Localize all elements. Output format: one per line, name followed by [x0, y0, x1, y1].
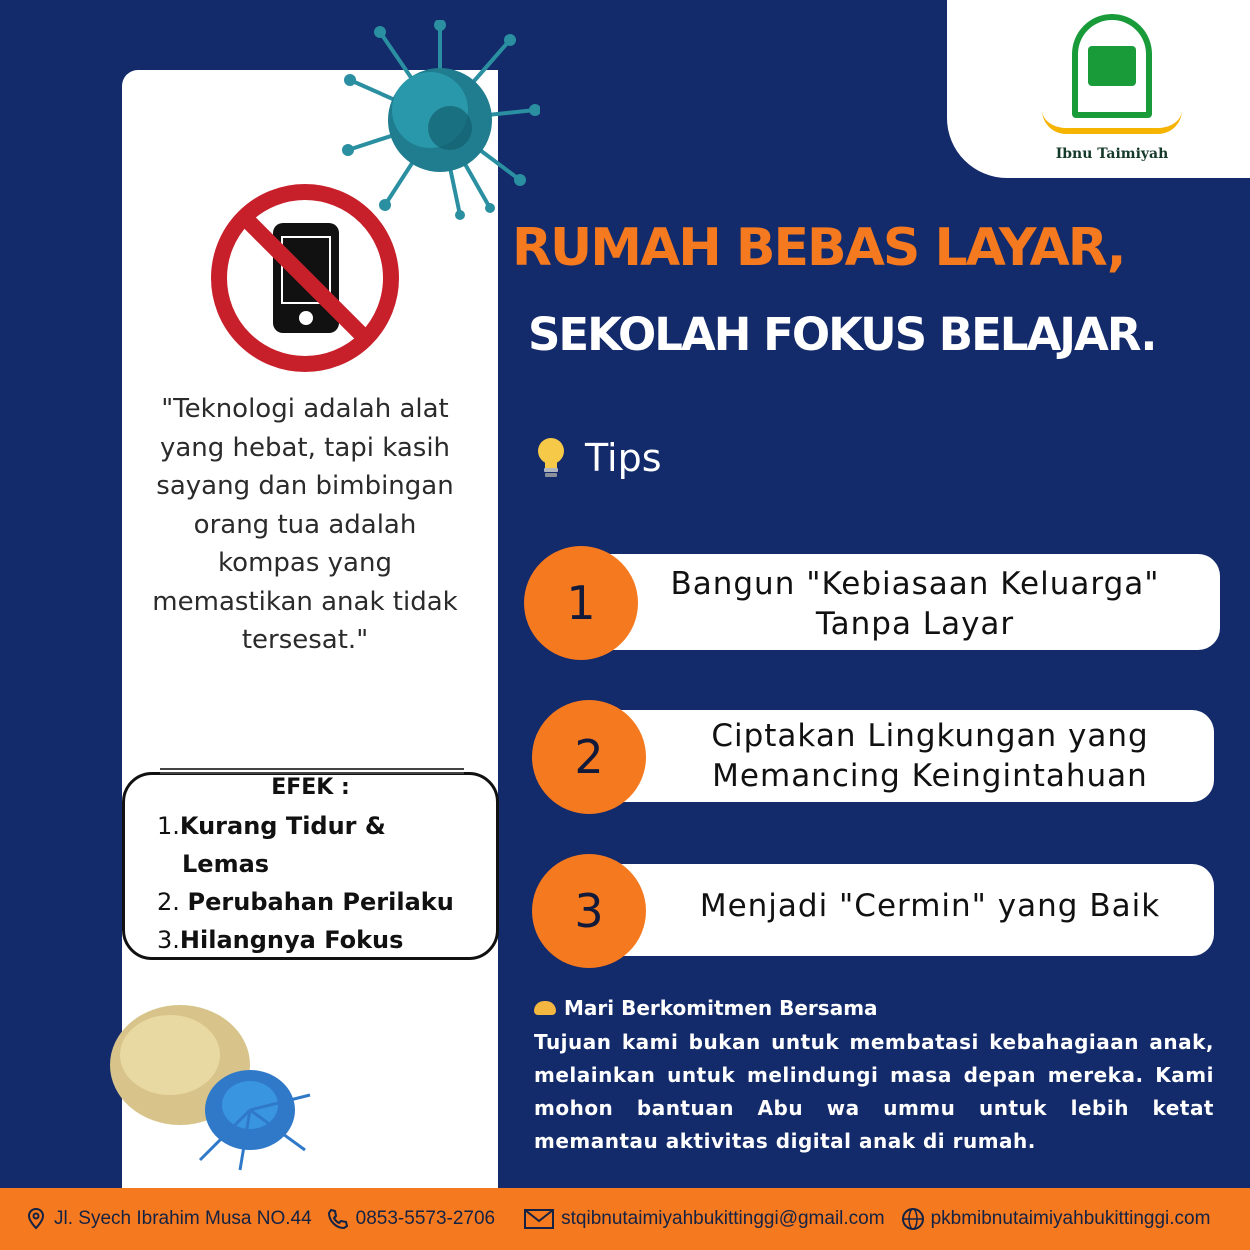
no-phone-icon	[205, 178, 405, 378]
logo-box	[947, 0, 1250, 178]
efek-item-1: 1.Kurang Tidur &	[157, 812, 386, 840]
globe-icon	[901, 1207, 925, 1231]
efek-item-3: 3.Hilangnya Fokus	[157, 926, 404, 954]
divider	[160, 768, 464, 774]
headline-line1: RUMAH BEBAS LAYAR,	[512, 218, 1125, 278]
footer-website[interactable]: pkbmibnutaimiyahbukittinggi.com	[901, 1207, 1211, 1231]
open-book-icon	[1042, 110, 1182, 134]
efek-item-2: 2. Perubahan Perilaku	[157, 888, 454, 916]
tip-text-1: Bangun "Kebiasaan Keluarga" Tanpa Layar	[670, 566, 1160, 642]
footer-bar	[0, 1188, 1250, 1250]
efek-title: EFEK :	[271, 775, 350, 800]
footer-phone[interactable]: 0853-5573-2706	[326, 1207, 495, 1231]
tip-number-3: 3	[532, 854, 646, 968]
logo-name: Ibnu Taimiyah	[1055, 146, 1169, 162]
quote-text: "Teknologi adalah alat yang hebat, tapi kasih sayang dan bimbingan orang tua adalah kompas yang memastikan anak tidak tersesat."	[152, 394, 458, 655]
cell-illustration	[100, 985, 320, 1175]
tips-label: Tips	[585, 436, 662, 480]
mail-icon	[523, 1207, 555, 1231]
tip-number-1: 1	[524, 546, 638, 660]
efek-item-1-cont: Lemas	[182, 850, 270, 878]
location-pin-icon	[24, 1207, 48, 1231]
footer-email[interactable]: stqibnutaimiyahbukittinggi@gmail.com	[523, 1207, 884, 1231]
handshake-icon	[534, 1001, 556, 1015]
phone-icon	[326, 1207, 350, 1231]
light-bulb-icon	[535, 436, 567, 480]
mosque-book-logo	[1072, 14, 1152, 118]
footer-address: Jl. Syech Ibrahim Musa NO.44	[24, 1207, 312, 1231]
headline-line2: SEKOLAH FOKUS BELAJAR.	[528, 308, 1156, 361]
tip-text-2: Ciptakan Lingkungan yang Memancing Keingintahuan	[711, 718, 1149, 794]
tips-heading	[535, 436, 662, 480]
commitment-body: Tujuan kami bukan untuk membatasi kebahagiaan anak, melainkan untuk melindungi masa depan mereka. Kami mohon bantuan Abu wa ummu untuk lebih ketat memantau aktivitas digital anak di rumah.	[534, 1030, 1214, 1153]
commitment-heading: Mari Berkomitmen Bersama	[534, 996, 878, 1020]
tip-text-3: Menjadi "Cermin" yang Baik	[699, 888, 1161, 924]
tip-number-2: 2	[532, 700, 646, 814]
